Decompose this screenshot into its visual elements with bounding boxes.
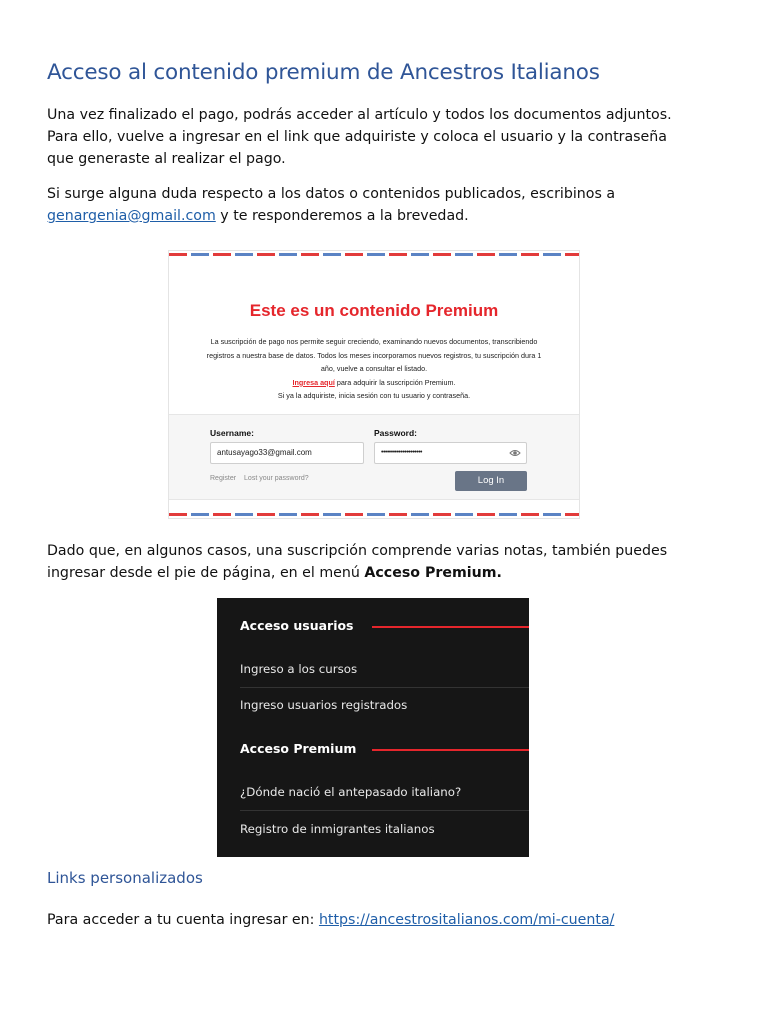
- airmail-stripe-top: [169, 253, 579, 256]
- page-title: Acceso al contenido premium de Ancestros Italianos: [47, 60, 600, 85]
- premium-card-text: La suscripción de pago nos permite seguir creciendo, examinando nuevos documentos, transcribiendo: [210, 337, 538, 346]
- menu-item-usuarios-registrados[interactable]: Ingreso usuarios registrados: [240, 698, 408, 712]
- premium-card-title: Este es un contenido Premium: [249, 301, 499, 320]
- premium-card-text: registros a nuestra base de datos. Todos los meses incorporamos nuevos registros, tu suscripción dura 1: [206, 350, 542, 360]
- airmail-stripe-bottom: [169, 513, 579, 516]
- lost-password-link[interactable]: Lost your password?: [244, 475, 309, 482]
- contact-line: Si surge alguna duda respecto a los datos o contenidos publicados, escribinos a: [47, 186, 616, 202]
- menu-section-title-acceso-usuarios: Acceso usuarios: [240, 618, 354, 633]
- menu-paragraph-line: Dado que, en algunos casos, una suscripción comprende varias notas, también puedes: [47, 543, 668, 559]
- premium-login-card: [169, 251, 579, 518]
- premium-card-body: [179, 335, 569, 403]
- login-button[interactable]: Log In: [455, 471, 527, 491]
- username-label: Username:: [210, 428, 254, 438]
- menu-section-title-acceso-premium: Acceso Premium: [240, 741, 357, 756]
- password-input[interactable]: [374, 442, 527, 464]
- menu-paragraph-bold: Acceso Premium.: [364, 565, 502, 581]
- account-link-paragraph: [47, 909, 727, 931]
- subscribe-link[interactable]: Ingresa aquí: [292, 377, 335, 387]
- username-input[interactable]: antusayago33@gmail.com: [210, 442, 364, 464]
- menu-item-separator: [240, 687, 529, 688]
- menu-item-registro-inmigrantes[interactable]: Registro de inmigrantes italianos: [240, 822, 435, 836]
- menu-paragraph: [47, 540, 727, 584]
- password-label: Password:: [374, 428, 417, 438]
- menu-section-divider: [372, 626, 529, 628]
- intro-paragraph: [47, 104, 727, 170]
- menu-paragraph-text: ingresar desde el pie de página, en el menú: [47, 565, 365, 581]
- footer-menu: [217, 598, 529, 857]
- contact-line-rest: y te responderemos a la brevedad.: [215, 208, 469, 224]
- menu-item-separator: [240, 810, 529, 811]
- account-url-link[interactable]: https://ancestrositalianos.com/mi-cuenta/: [318, 912, 615, 928]
- menu-item-antepasado-italiano[interactable]: ¿Dónde nació el antepasado italiano?: [240, 785, 462, 799]
- email-link[interactable]: genargenia@gmail.com: [47, 208, 216, 224]
- menu-item-ingreso-cursos[interactable]: Ingreso a los cursos: [240, 662, 358, 676]
- menu-paragraph-line: [47, 562, 727, 584]
- intro-line: que generaste al realizar el pago.: [47, 151, 286, 167]
- intro-line: Una vez finalizado el pago, podrás acceder al artículo y todos los documentos adjuntos.: [47, 107, 672, 123]
- subscribe-link-rest: para adquirir la suscripción Premium.: [334, 377, 456, 387]
- menu-section-divider: [372, 749, 529, 751]
- account-links: [210, 475, 309, 482]
- contact-paragraph: [47, 183, 727, 227]
- register-link[interactable]: Register: [210, 475, 237, 482]
- password-mask: •••••••••••••••••••••: [381, 449, 422, 456]
- premium-card-text: año, vuelve a consultar el listado.: [320, 364, 428, 374]
- show-password-icon[interactable]: [509, 447, 521, 459]
- premium-card-text: [179, 376, 569, 390]
- contact-line: [47, 205, 727, 227]
- premium-card-text: Si ya la adquiriste, inicia sesión con tu usuario y contraseña.: [277, 391, 471, 401]
- intro-line: Para ello, vuelve a ingresar en el link que adquiriste y coloca el usuario y la contraseña: [47, 129, 667, 145]
- links-section-heading: Links personalizados: [47, 869, 203, 887]
- account-link-text: Para acceder a tu cuenta ingresar en:: [47, 912, 319, 928]
